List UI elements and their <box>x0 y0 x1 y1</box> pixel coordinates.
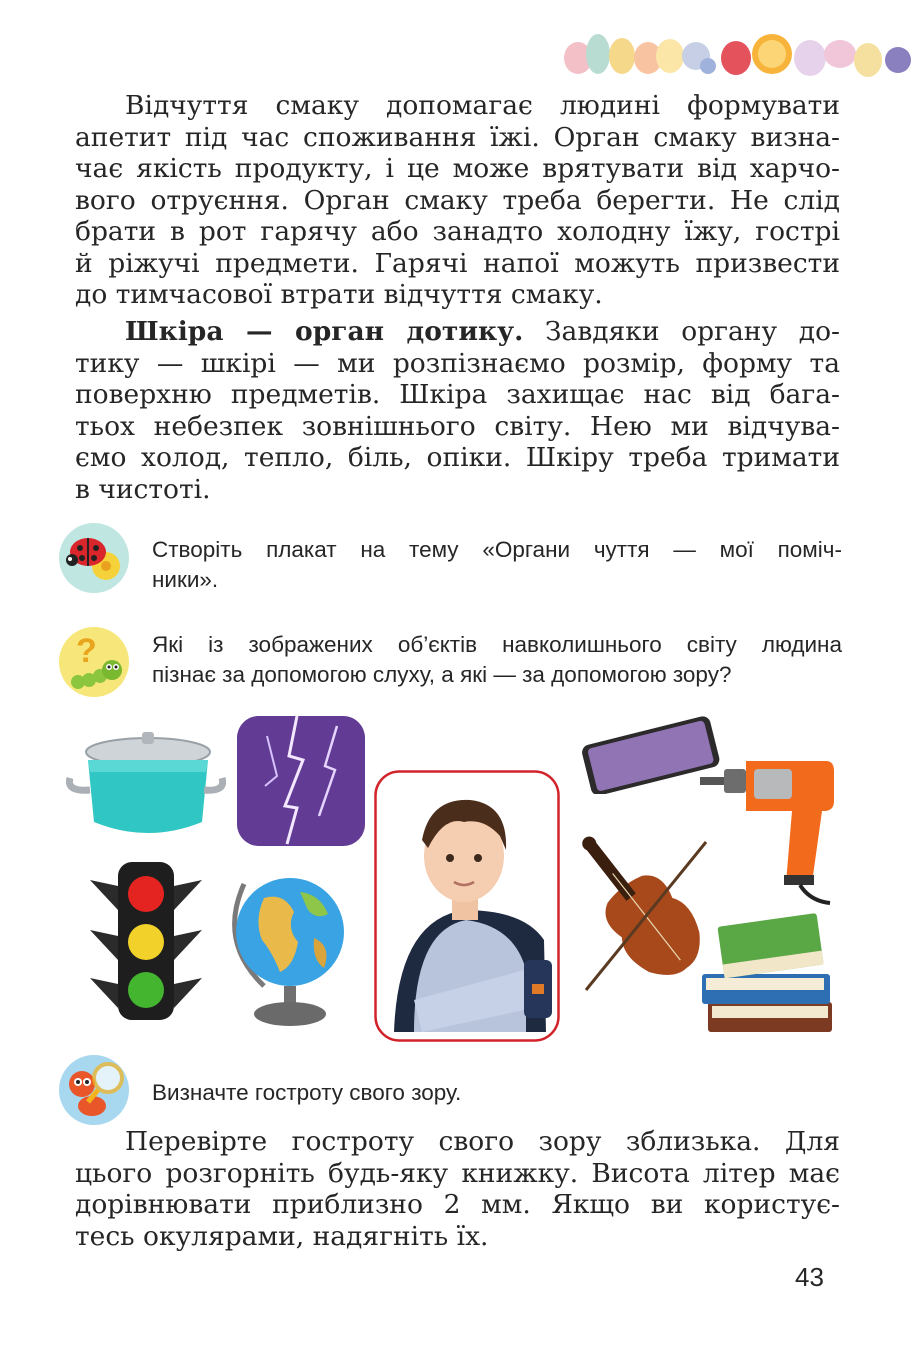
text-line: тику — шкірі — ми розпізнаємо розмір, форму та <box>75 347 840 379</box>
task-line: Які із зображених об’єктів навколишнього світу людина <box>152 632 842 657</box>
text-line: поверхню предметів. Шкіра захищає нас від бага- <box>75 379 840 410</box>
paragraph-skin <box>75 316 840 505</box>
task-line: пізнає за допомогою слуху, а які — за допомогою зору? <box>152 662 732 687</box>
task-line: Створіть плакат на тему «Органи чуття — мої поміч- <box>152 537 842 562</box>
page-number: 43 <box>795 1262 824 1292</box>
text-line: тесь окулярами, надягніть їх. <box>75 1220 489 1252</box>
text-line: вого отруєння. Орган смаку треба берегти. Не слід <box>75 184 840 216</box>
pot-image <box>66 722 226 844</box>
text-line: до тимчасової втрати відчуття смаку. <box>75 279 603 310</box>
fruit-border-decoration <box>558 22 918 82</box>
text-line: цього розгорніть будь-яку книжку. Висота літер має <box>75 1157 840 1189</box>
text-line <box>75 316 840 348</box>
svg-text:?: ? <box>76 632 97 670</box>
text-line: чає якість продукту, і це може врятувати від харчо- <box>75 153 840 184</box>
globe-image <box>224 862 356 1032</box>
text-line: апетит під час споживання їжі. Орган смаку визна- <box>75 121 840 153</box>
text-line: Відчуття смаку допомагає людині формувати <box>125 90 840 121</box>
traffic-light-image <box>88 860 204 1022</box>
text-line: тьох небезпек зовнішнього світу. Нею ми відчува- <box>75 410 840 442</box>
task-hearing-vision <box>152 630 842 690</box>
task-line: ники». <box>152 567 219 592</box>
ladybug-icon <box>58 522 130 594</box>
text-line: брати в рот гарячу або занадто холодну їжу, гострі <box>75 216 840 247</box>
text-line: дорівнювати приблизно 2 мм. Якщо ви користує- <box>75 1189 840 1220</box>
paragraph-vision-check <box>75 1126 840 1252</box>
ant-magnifier-icon <box>58 1054 130 1126</box>
task-line: Визначте гостроту свого зору. <box>152 1080 462 1105</box>
text-fragment: Завдяки органу до- <box>523 316 840 347</box>
text-line: в чистоті. <box>75 473 211 505</box>
task-poster <box>152 535 842 595</box>
heading-skin: Шкіра — орган дотику. <box>125 316 524 347</box>
paragraph-taste <box>75 90 840 311</box>
text-line: Перевірте гостроту свого зору зблизька. Для <box>125 1126 840 1157</box>
lightning-image <box>237 716 365 846</box>
books-image <box>698 902 838 1040</box>
text-line: й ріжучі предмети. Гарячі напої можуть призвести <box>75 247 840 279</box>
text-line: ємо холод, тепло, біль, опіки. Шкіру треба тримати <box>75 442 840 473</box>
drill-image <box>700 755 835 905</box>
task-visual-acuity <box>152 1078 842 1108</box>
question-caterpillar-icon <box>58 626 130 698</box>
boy-with-backpack-image <box>374 770 560 1042</box>
